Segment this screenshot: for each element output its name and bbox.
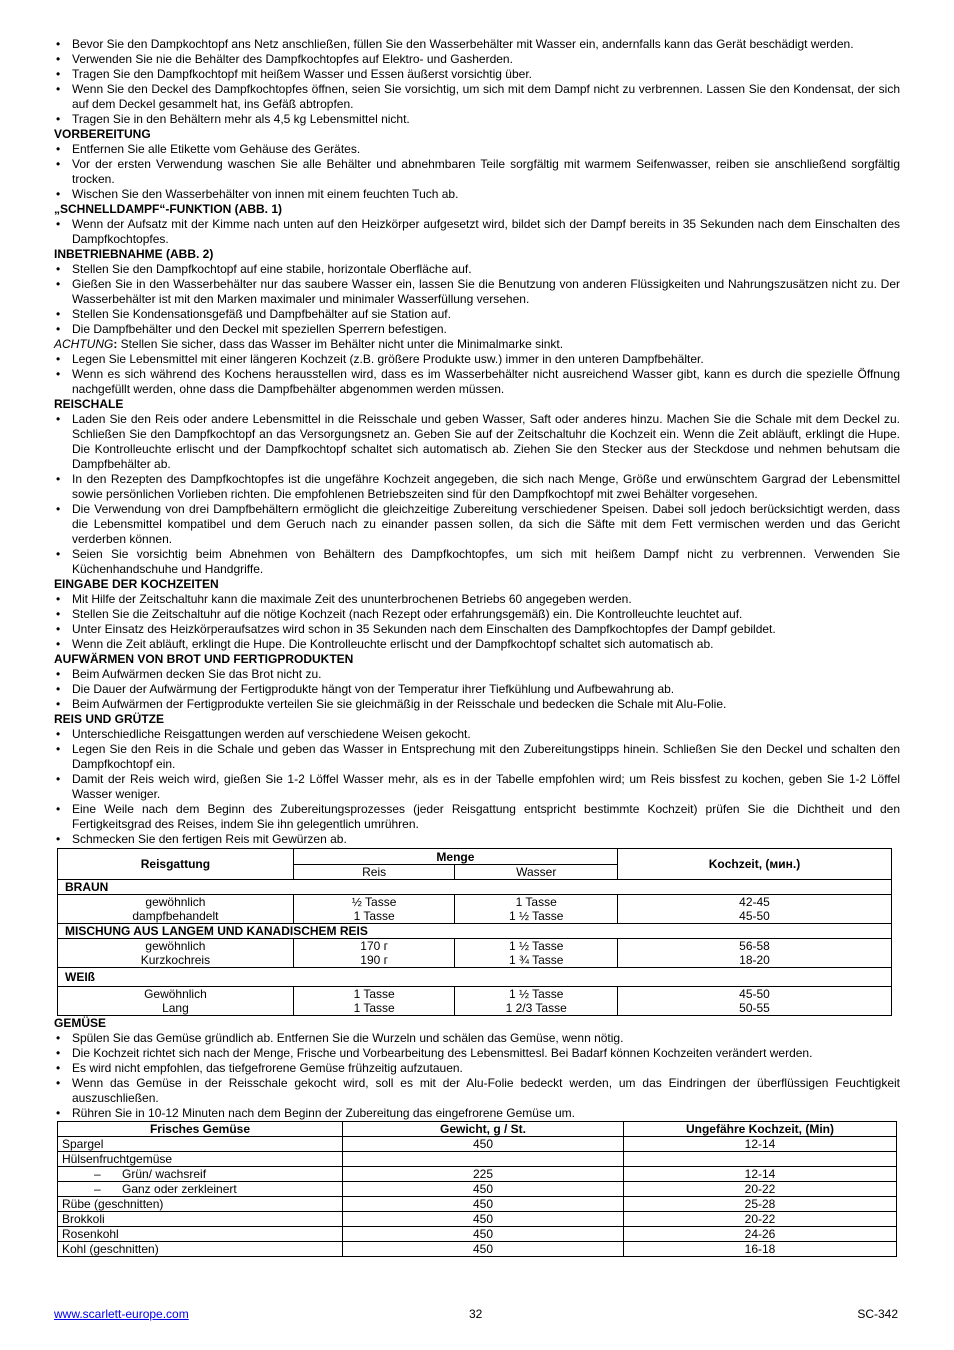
warning-text: Stellen Sie sicher, dass das Wasser im Behälter nicht unter die Minimalmarke sinkt. [117,337,564,351]
table-cell: 24-26 [624,1227,897,1242]
rice-type-header: Reisgattung [58,849,294,880]
list-item: • Wenn Sie den Deckel des Dampfkochtopfes öffnen, seien Sie vorsichtig, um sich mit dem Dampf nicht zu verbrennen. Lassen Sie den Kondensat, der sich auf dem Deckel gesammelt hat, ins Gefäß abtropfen. [54,82,900,112]
table-cell: Rübe (geschnitten) [58,1197,343,1212]
table-cell: 1 Tasse 1 ½ Tasse [455,895,618,924]
amount-header: Menge [293,849,617,865]
list-item: • Die Kochzeit richtet sich nach der Menge, Frische und Vorbearbeitung des Lebensmittesl. Bei Badarf können Kochzeiten verändert werden. [54,1046,900,1061]
quick-steam-list [54,217,900,247]
table-cell: Brokkoli [58,1212,343,1227]
table-cell: 20-22 [624,1212,897,1227]
table-cell: 25-28 [624,1197,897,1212]
list-item: • Wenn es sich während des Kochens herausstellen wird, dass es im Wasserbehälter nicht ausreichend Wasser gibt, kann es durch die spezielle Öffnung nachgefüllt werden, ohne dass die Dampfbehälter abgenommen werden müssen. [54,367,900,397]
warning-label: ACHTUNG [54,337,114,351]
vegetable-table [57,1121,897,1257]
list-item: • In den Rezepten des Dampfkochtopfes ist die ungefähre Kochzeit angegeben, die sich nach Menge, Größe und erwünschtem Gargrad der Lebensmittel sowie persönlichen Vorlieben richten. Die empfohlenen Betriebszeiten sind für den Dampfkochtopf mit zwei Behälter vorgesehen. [54,472,900,502]
table-cell: 225 [343,1167,624,1182]
list-item: • Mit Hilfe der Zeitschaltuhr kann die maximale Zeit des ununterbrochenen Betriebs 60 angegeben werden. [54,592,900,607]
list-item: • Wenn das Gemüse in der Reisschale gekocht wird, soll es mit der Alu-Folie bedeckt werden, um das Eindringen der überflüssigen Feuchtigkeit auszuschließen. [54,1076,900,1106]
list-item: • Legen Sie den Reis in die Schale und geben das Wasser in Entsprechung mit den Zubereitungstipps hinein. Schließen Sie den Deckel und schalten den Dampfkochtopf ein. [54,742,900,772]
table-cell: 42-45 45-50 [618,895,892,924]
list-item: • Tragen Sie in den Behältern mehr als 4,5 kg Lebensmittel nicht. [54,112,900,127]
operation-list [54,262,900,337]
table-cell [624,1152,897,1167]
table-cell: gewöhnlich Kurzkochreis [58,939,294,968]
water-subheader: Wasser [455,865,618,880]
table-cell: 450 [343,1212,624,1227]
section-heading-rice-bowl: REISCHALE [54,397,124,411]
list-item: • Gießen Sie in den Wasserbehälter nur das saubere Wasser ein, lassen Sie die Benutzung von anderen Flüssigkeiten und Nahrungszusätzen nicht zu. Der Wasserbehälter ist mit den Marken maximaler und minimaler Wasserfüllung versehen. [54,277,900,307]
rice-group-mix: MISCHUNG AUS LANGEM UND KANADISCHEM REIS [58,924,892,939]
section-heading-vegetables: GEMÜSE [54,1016,107,1030]
table-cell: Gewöhnlich Lang [58,987,294,1016]
table-cell: 56-58 18-20 [618,939,892,968]
list-item: • Seien Sie vorsichtig beim Abnehmen von Behältern des Dampfkochtopfes, um sich mit heißem Dampf nicht zu verbrennen. Verwenden Sie Küchenhandschuhe und Handgriffe. [54,547,900,577]
list-item: • Damit der Reis weich wird, gießen Sie 1-2 Löffel Wasser mehr, als es in der Tabelle empfohlen wird; um Reis bissfest zu kochen, geben Sie 1-2 Löffel Wasser weniger. [54,772,900,802]
table-cell: 450 [343,1242,624,1257]
list-item: • Unterschiedliche Reisgattungen werden auf verschiedene Weisen gekocht. [54,727,900,742]
list-item: • Es wird nicht empfohlen, das tiefgefrorene Gemüse frühzeitig aufzutauen. [54,1061,900,1076]
section-heading-reheating: AUFWÄRMEN VON BROT UND FERTIGPRODUKTEN [54,652,354,666]
table-cell: 20-22 [624,1182,897,1197]
list-item: • Die Dauer der Aufwärmung der Fertigprodukte hängt von der Temperatur ihrer Tiefkühlung und Aufbewahrung ab. [54,682,900,697]
list-item: • Entfernen Sie alle Etikette vom Gehäuse des Gerätes. [54,142,900,157]
list-item: • Rühren Sie in 10-12 Minuten nach dem Beginn der Zubereitung das eingefrorene Gemüse um. [54,1106,900,1121]
list-item: • Vor der ersten Verwendung waschen Sie alle Behälter und abnehmbaren Teile sorgfältig mit warmem Seifenwasser, reiben sie anschließend sorgfältig trocken. [54,157,900,187]
table-row [58,1227,897,1242]
list-item: • Beim Aufwärmen der Fertigprodukte verteilen Sie sie gleichmäßig in der Reisschale und bedecken die Schale mit Alu-Folie. [54,697,900,712]
website-link[interactable]: www.scarlett-europe.com [54,1307,189,1321]
warning-colon: : [113,337,118,351]
list-item: • Eine Weile nach dem Beginn des Zubereitungsprozesses (jeder Reisgattung entspricht bestimmte Kochzeit) prüfen Sie die Dichtheit und den Fertigkeitsgrad des Reises, indem Sie ihn gelegentlich umrühren. [54,802,900,832]
rice-bowl-list [54,412,900,577]
list-item: • Beim Aufwärmen decken Sie das Brot nicht zu. [54,667,900,682]
list-item: • Wischen Sie den Wasserbehälter von innen mit einem feuchten Tuch ab. [54,187,900,202]
table-cell: 1 ½ Tasse 1 ¾ Tasse [455,939,618,968]
rice-grits-list [54,727,900,847]
dash-mark: – [94,1182,101,1196]
table-cell: 450 [343,1227,624,1242]
cooking-times-list [54,592,900,652]
section-heading-operation: INBETRIEBNAHME (ABB. 2) [54,247,214,261]
table-cell: Hülsenfruchtgemüse [58,1152,343,1167]
table-row [58,1137,897,1152]
list-item: • Stellen Sie die Zeitschaltuhr auf die nötige Kochzeit (nach Rezept oder erfahrungsgemäß) ein. Die Kontrolleuchte leuchtet auf. [54,607,900,622]
table-cell: 16-18 [624,1242,897,1257]
section-heading-quick-steam: „SCHNELLDAMPF“-FUNKTION (ABB. 1) [54,202,282,216]
table-cell: gewöhnlich dampfbehandelt [58,895,294,924]
table-row [58,1212,897,1227]
table-cell: Kohl (geschnitten) [58,1242,343,1257]
list-item: • Verwenden Sie nie die Behälter des Dampfkochtopfes auf Elektro- und Gasherden. [54,52,900,67]
table-cell: 1 ½ Tasse 1 2/3 Tasse [455,987,618,1016]
rice-table [57,848,892,1016]
list-item: • Die Dampfbehälter und den Deckel mit speziellen Sperrern befestigen. [54,322,900,337]
table-cell: 450 [343,1137,624,1152]
table-cell: Spargel [58,1137,343,1152]
reheating-list [54,667,900,712]
document-page [54,37,900,1257]
table-cell: Rosenkohl [58,1227,343,1242]
table-cell [343,1152,624,1167]
table-cell: 12-14 [624,1137,897,1152]
table-cell: 450 [343,1197,624,1212]
table-row [58,1242,897,1257]
section-heading-rice-grits: REIS UND GRÜTZE [54,712,165,726]
list-item: • Tragen Sie den Dampfkochtopf mit heißem Wasser und Essen äußerst vorsichtig über. [54,67,900,82]
rice-subheader: Reis [293,865,455,880]
list-item: • Bevor Sie den Dampkochtopf ans Netz anschließen, füllen Sie den Wasserbehälter mit Wasser ein, andernfalls kann das Gerät beschädigt werden. [54,37,900,52]
page-number: 32 [469,1307,483,1321]
table-cell: 45-50 50-55 [618,987,892,1016]
list-item: • Stellen Sie den Dampfkochtopf auf eine stabile, horizontale Oberfläche auf. [54,262,900,277]
approx-time-header: Ungefähre Kochzeit, (Min) [624,1122,897,1137]
list-item: • Wenn der Aufsatz mit der Kimme nach unten auf den Heizkörper aufgesetzt wird, bildet sich der Dampf bereits in 35 Sekunden nach dem Einschalten des Dampfkochtopfes. [54,217,900,247]
table-row [58,1197,897,1212]
fresh-vegetable-header: Frisches Gemüse [58,1122,343,1137]
list-item: • Legen Sie Lebensmittel mit einer längeren Kochzeit (z.B. größere Produkte usw.) immer in den unteren Dampfbehälter. [54,352,900,367]
vegetables-list [54,1031,900,1121]
table-cell: ½ Tasse 1 Tasse [293,895,455,924]
rice-group-white: WEIß [58,968,892,987]
table-cell: 450 [343,1182,624,1197]
operation-list-2 [54,352,900,397]
weight-header: Gewicht, g / St. [343,1122,624,1137]
table-cell [58,1167,343,1182]
model-number: SC-342 [857,1307,898,1321]
table-row [58,1167,897,1182]
list-item: • Laden Sie den Reis oder andere Lebensmittel in die Reisschale und geben Wasser, Saft oder anderes hinzu. Machen Sie die Schale mit dem Deckel zu. Schließen Sie den Dampfkochtopf an das Versorgungsnetz an. Geben Sie auf der Zeitschaltuhr die Kochzeit ein. Wenn die Zeit abläuft, erklingt die Hupe. Die Kontrolleuchte erlischt und der Dampfkochtopf schaltet sich automatisch ab. Ziehen Sie den Stecker aus der Steckdose und nehmen behutsam die Dampfbehälter ab. [54,412,900,472]
rice-group-brown: BRAUN [58,880,892,895]
vegetable-name: Grün/ wachsreif [122,1167,207,1181]
table-row [58,1152,897,1167]
list-item: • Stellen Sie Kondensationsgefäß und Dampfbehälter auf sie Station auf. [54,307,900,322]
table-cell [58,1182,343,1197]
list-item: • Die Verwendung von drei Dampfbehältern ermöglicht die gleichzeitige Zubereitung verschiedener Speisen. Dabei soll jedoch berücksichtigt werden, dass die Lebensmittel kompatibel und dem Geruch nach zu einander passen sollen, da sich die Säfte mit dem Fett vermischen werden und das Gericht verderben können. [54,502,900,547]
cook-time-header: Kochzeit, (мин.) [618,849,892,880]
table-row [58,1182,897,1197]
vegetable-name: Ganz oder zerkleinert [122,1182,237,1196]
intro-list [54,37,900,127]
warning-note [54,337,900,352]
list-item: • Unter Einsatz des Heizkörperaufsatzes wird schon in 35 Sekunden nach dem Einschalten des Dampfkochtopfes der Dampf gebildet. [54,622,900,637]
list-item: • Schmecken Sie den fertigen Reis mit Gewürzen ab. [54,832,900,847]
dash-mark: – [94,1167,101,1181]
section-heading-preparation: VORBEREITUNG [54,127,151,141]
list-item: • Wenn die Zeit abläuft, erklingt die Hupe. Die Kontrolleuchte erlischt und der Dampfkochtopf schaltet sich automatisch ab. [54,637,900,652]
table-cell: 12-14 [624,1167,897,1182]
section-heading-cooking-times: EINGABE DER KOCHZEITEN [54,577,219,591]
table-cell: 170 г 190 г [293,939,455,968]
table-cell: 1 Tasse 1 Tasse [293,987,455,1016]
preparation-list [54,142,900,202]
list-item: • Spülen Sie das Gemüse gründlich ab. Entfernen Sie die Wurzeln und schälen das Gemüse, wenn nötig. [54,1031,900,1046]
